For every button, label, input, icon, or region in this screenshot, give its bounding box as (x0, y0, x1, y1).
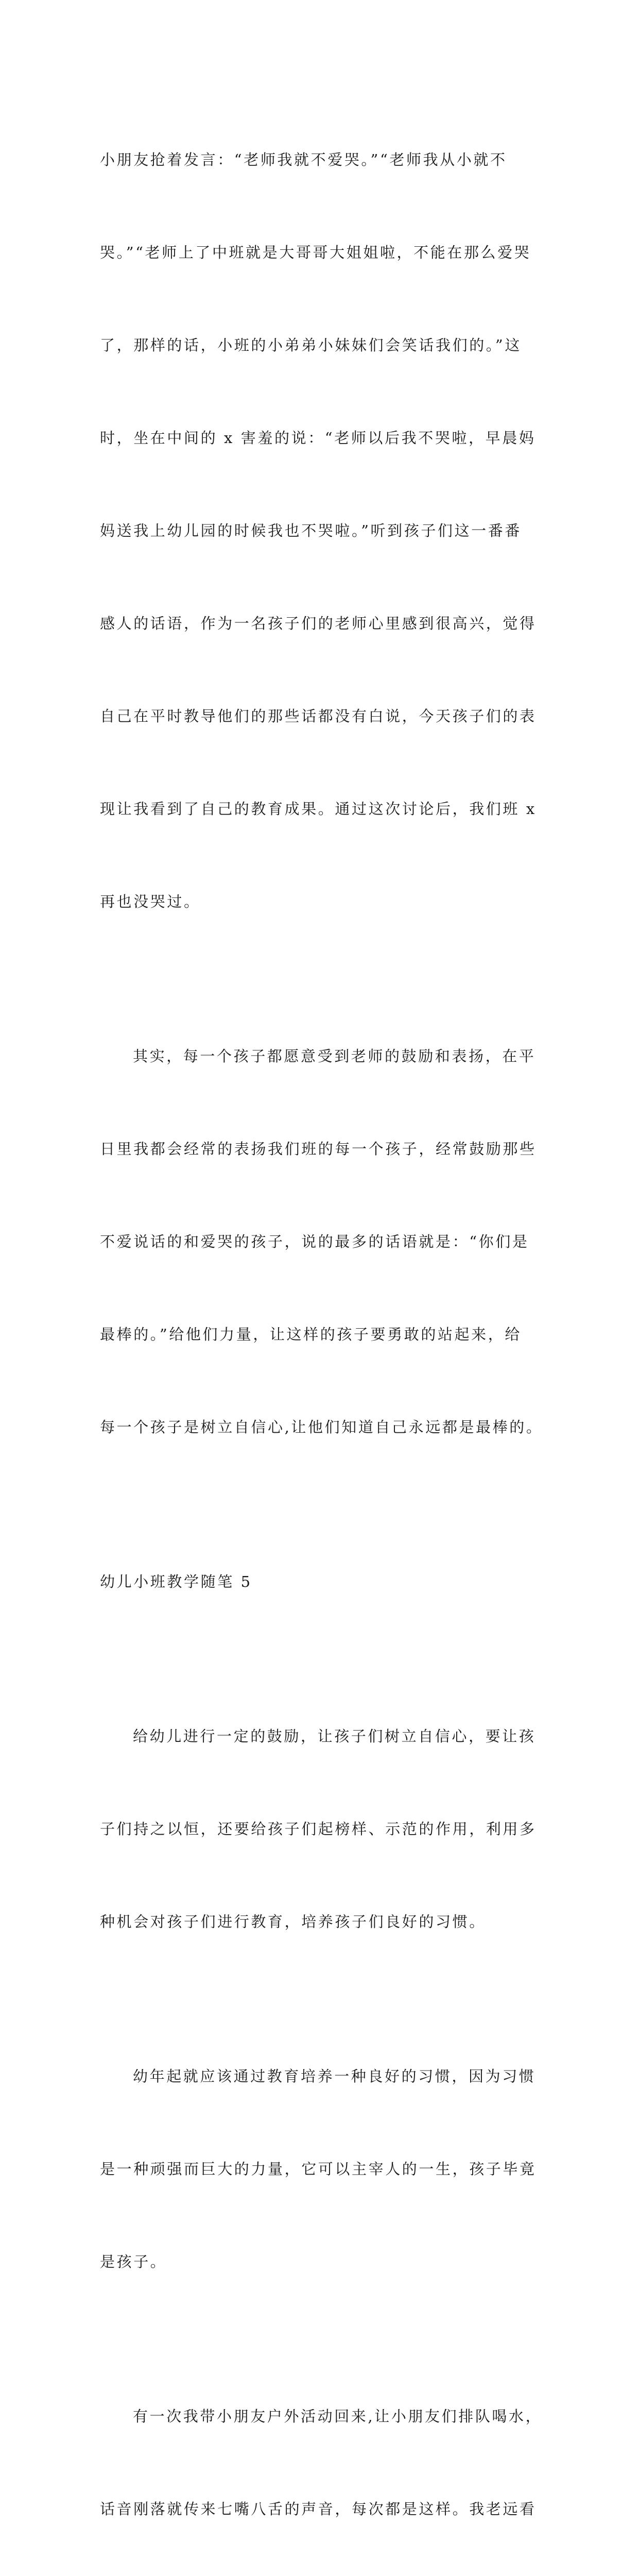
paragraph-habits (100, 1999, 544, 2339)
text-line: 不爱说话的和爱哭的孩子，说的最多的话语就是：“你们是 (100, 1233, 529, 1250)
paragraph-continued (100, 82, 544, 979)
document-body (100, 82, 544, 2576)
text-line: 是一种顽强而巨大的力量，它可以主宰人的一生，孩子毕竟 (100, 2160, 537, 2178)
text-line: 自己在平时教导他们的那些话都没有白说，今天孩子们的表 (100, 707, 537, 725)
text-line: 了，那样的话，小班的小弟弟小妹妹们会笑话我们的。”这 (100, 336, 522, 354)
text-line: 哭。”“老师上了中班就是大哥哥大姐姐啦，不能在那么爱哭 (100, 244, 531, 261)
text-line: 幼年起就应该通过教育培养一种良好的习惯，因为习惯 (133, 2067, 536, 2085)
text-line: 是孩子。 (100, 2253, 167, 2270)
text-line: 种机会对孩子们进行教育，培养孩子们良好的习惯。 (100, 1913, 486, 1930)
text-line: 最棒的。”给他们力量，让这样的孩子要勇敢的站起来，给 (100, 1326, 522, 1343)
section-heading (100, 1504, 544, 1659)
text-line: 日里我都会经常的表扬我们班的每一个孩子，经常鼓励那些 (100, 1140, 537, 1158)
text-line: 有一次我带小朋友户外活动回来,让小朋友们排队喝水， (133, 2408, 543, 2425)
paragraph-confidence (100, 1659, 544, 1999)
text-line: 话音刚落就传来七嘴八舌的声音，每次都是这样。我老远看 (100, 2500, 537, 2518)
text-line: 妈送我上幼儿园的时候我也不哭啦。”听到孩子们这一番番 (100, 522, 522, 539)
text-line: 每一个孩子是树立自信心,让他们知道自己永远都是最棒的。 (100, 1418, 543, 1436)
text-line: 子们持之以恒，还要给孩子们起榜样、示范的作用，利用多 (100, 1820, 537, 1838)
text-line: 现让我看到了自己的教育成果。通过这次讨论后，我们班 x (100, 800, 537, 818)
text-line: 时，坐在中间的 x 害羞的说：“老师以后我不哭啦，早晨妈 (100, 429, 536, 447)
heading-text: 幼儿小班教学随笔 5 (100, 1573, 252, 1590)
paragraph-anecdote (100, 2339, 544, 2576)
text-line: 小朋友抢着发言：“老师我就不爱哭。”“老师我从小就不 (100, 151, 507, 168)
text-line: 感人的话语，作为一名孩子们的老师心里感到很高兴，觉得 (100, 615, 537, 632)
text-line: 其实，每一个孩子都愿意受到老师的鼓励和表扬，在平 (133, 1047, 536, 1065)
paragraph-encouragement (100, 979, 544, 1504)
text-line: 再也没哭过。 (100, 893, 201, 910)
text-line: 给幼儿进行一定的鼓励，让孩子们树立自信心，要让孩 (133, 1727, 536, 1745)
